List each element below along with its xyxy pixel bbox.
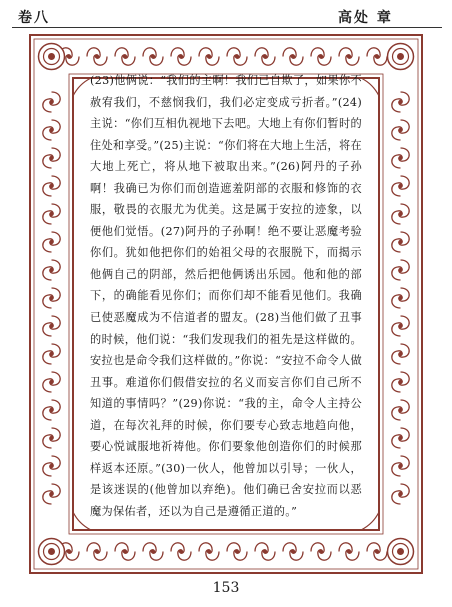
border-scroll-motif [43,176,60,196]
border-scroll-motif [43,400,60,420]
border-scroll-motif [283,48,303,65]
border-scroll-motif [143,48,163,65]
border-scroll-motif [392,260,409,280]
border-scroll-motif [392,428,409,448]
border-scroll-motif [87,543,107,560]
border-scroll-motif [392,232,409,252]
border-scroll-motif [227,48,247,65]
border-scroll-motif [43,204,60,224]
border-scroll-motif [227,543,247,560]
border-scroll-motif [339,48,359,65]
border-scroll-motif [43,288,60,308]
border-scroll-motif [43,120,60,140]
inner-corner-flourish [73,78,91,96]
chapter-label: 卷八 [18,10,50,26]
border-scroll-motif [43,428,60,448]
border-scroll-motif [339,543,359,560]
border-scroll-motif [367,543,387,560]
corner-rosette-center [48,53,55,60]
border-scroll-motif [392,484,409,504]
border-scroll-motif [311,543,331,560]
border-scroll-motif [43,232,60,252]
inner-corner-flourish [361,512,379,530]
border-scroll-motif [392,456,409,476]
section-title: 高处 章 [338,10,393,26]
border-scroll-motif [392,400,409,420]
border-scroll-motif [43,484,60,504]
border-scroll-motif [199,543,219,560]
border-scroll-motif [283,543,303,560]
border-scroll-motif [311,48,331,65]
border-scroll-motif [392,120,409,140]
border-scroll-motif [392,148,409,168]
border-scroll-motif [392,176,409,196]
page-number: 153 [212,580,240,596]
border-scroll-motif [367,48,387,65]
border-scroll-motif [87,48,107,65]
border-scroll-motif [255,48,275,65]
border-scroll-motif [143,543,163,560]
border-scroll-motif [43,148,60,168]
border-scroll-motif [392,92,409,112]
corner-rosette-center [397,53,404,60]
inner-corner-flourish [73,512,91,530]
border-scroll-motif [392,204,409,224]
border-scroll-motif [171,48,191,65]
border-scroll-motif [43,92,60,112]
border-scroll-motif [43,456,60,476]
border-scroll-motif [199,48,219,65]
verse-text: (23)他俩说：“我们的主啊！我们已自欺了，如果你不赦宥我们，不慈悯我们，我们必定变成亏折者。”(24)主说：“你们互相仇视地下去吧。大地上有你们暂时的住处和享受。”(25)主说：“你们将在大地上生活，将在大地上死亡，将从地下被取出来。”(26)阿丹的子孙啊！我确已为你们而创造遮羞阴部的衣服和修饰的衣服，敬畏的衣服尤为优美。这是属于安拉的迹象，以便他们觉悟。(27)阿丹的子孙啊！绝不要让恶魔考验你们。犹如他把你们的始祖父母的衣服脱下，而揭示他俩自己的阴部，然后把他俩诱出乐园。他和他的部下，的确能看见你们；而你们却不能看见他们。我确已使恶魔成为不信道者的盟友。(28)当他们做了丑事的时候，他们说：“我们发现我们的祖先是这样做的。安拉也是命令我们这样做的。”你说：“安拉不命令人做丑事。难道你们假借安拉的名义而妄言你们自己所不知道的事情吗？”(29)你说：“我的主，命令人主持公道，在每次礼拜的时候，你们要专心致志地趋向他，要心悦诚服地祈祷他。你们要象他创造你们的时候那样返本还原。”(30)一伙人，他曾加以引导；一伙人，是该迷误的(他曾加以弃绝)。他们确已舍安拉而以恶魔为保佑者，还以为自己是遵循正道的。” [90,74,362,518]
corner-rosette-center [397,548,404,555]
border-scroll-motif [43,372,60,392]
border-scroll-motif [255,543,275,560]
border-scroll-motif [115,48,135,65]
border-scroll-motif [115,543,135,560]
border-scroll-motif [43,260,60,280]
border-scroll-motif [392,316,409,336]
border-scroll-motif [392,288,409,308]
border-scroll-motif [171,543,191,560]
border-scroll-motif [392,344,409,364]
border-scroll-motif [43,344,60,364]
header-divider [12,27,442,28]
corner-rosette-center [48,548,55,555]
border-scroll-motif [43,316,60,336]
inner-corner-flourish [361,78,379,96]
border-scroll-motif [392,372,409,392]
